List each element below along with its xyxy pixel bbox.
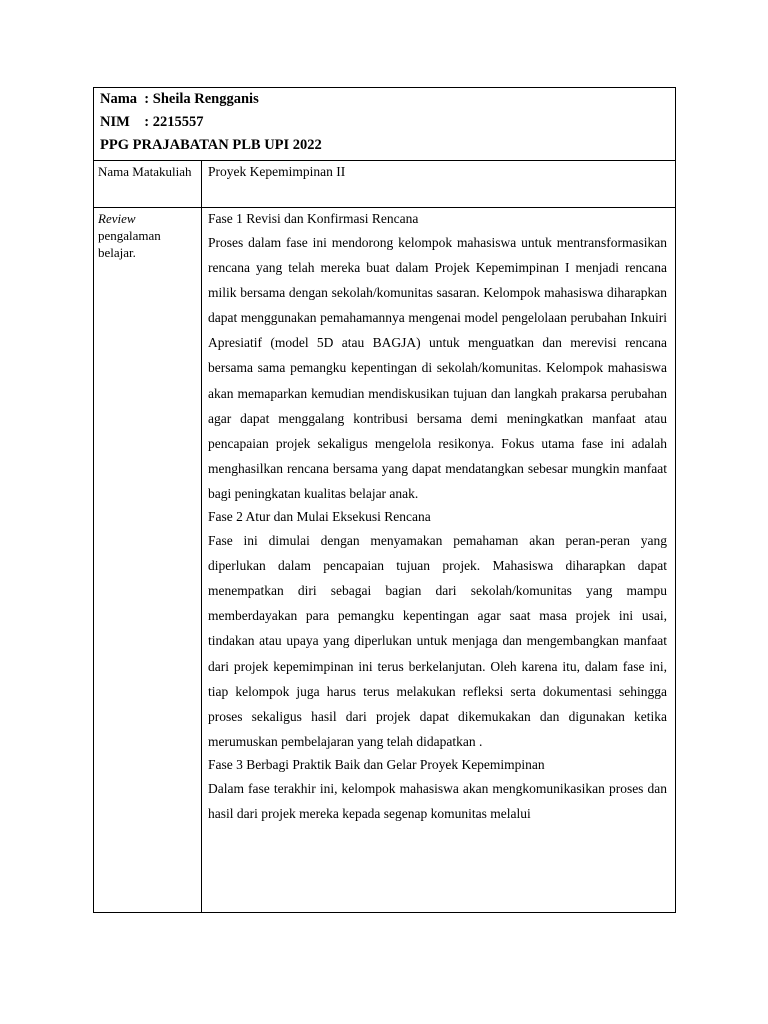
review-label: [94, 208, 202, 912]
review-row: [94, 208, 675, 912]
course-name: Proyek Kepemimpinan II: [208, 164, 346, 179]
review-content: [202, 208, 675, 912]
course-row: [94, 161, 675, 208]
student-name: Nama : Sheila Rengganis: [100, 91, 259, 107]
phase-1-title: Fase 1 Revisi dan Konfirmasi Rencana: [208, 211, 419, 226]
phase-2-body: Fase ini dimulai dengan menyamakan pemahaman akan peran-peran yang diperlukan dalam pencapaian tujuan projek. Mahasiswa diharapkan dapat menempatkan diri sebagai bagian dari sekolah/komunitas yang mampu memberdayakan para pemangku kepentingan agar saat masa projek ini usai, tindakan atau upaya yang diperlukan untuk menjaga dan mengembangkan manfaat dari projek kepemimpinan ini terus berkelanjutan. Oleh karena itu, dalam fase ini, tiap kelompok juga harus terus melakukan refleksi serta dokumentasi sehingga proses sekaligus hasil dari projek dapat dikemukakan dan digunakan ketika merumuskan pembelajaran yang telah didapatkan .: [208, 533, 667, 749]
student-info-header: [94, 88, 675, 161]
program-title: PPG PRAJABATAN PLB UPI 2022: [100, 137, 322, 153]
phase-3-body: Dalam fase terakhir ini, kelompok mahasiswa akan mengkomunikasikan proses dan hasil dari projek mereka kepada segenap komunitas melalui: [208, 780, 667, 821]
course-label: Nama Matakuliah: [94, 161, 202, 207]
phase-2-title: Fase 2 Atur dan Mulai Eksekusi Rencana: [208, 509, 431, 525]
phase-1-body: Proses dalam fase ini mendorong kelompok mahasiswa untuk mentransformasikan rencana yang telah mereka buat dalam Projek Kepemimpinan I menjadi rencana milik bersama dengan sekolah/komunitas sasaran. Kelompok mahasiswa diharapkan dapat menggunakan pemahamannya mengenai model pengelolaan perubahan Inkuiri Apresiatif (model 5D atau BAGJA) untuk menguatkan dan merevisi rencana bersama sama pemangku kepentingan di sekolah/komunitas. Kelompok mahasiswa akan memaparkan kemudian mendiskusikan tujuan dan langkah prakarsa perubahan agar dapat menggalang kontribusi bersama demi meningkatkan manfaat atau pencapaian projek sekaligus mengelola resikonya. Fokus utama fase ini adalah menghasilkan rencana bersama yang dapat mendatangkan sebesar mungkin manfaat bagi peningkatan kualitas belajar anak.: [208, 235, 667, 501]
review-label-italic: Review: [98, 211, 136, 226]
review-label-rest: pengalaman belajar.: [98, 228, 161, 260]
student-nim: NIM : 2215557: [100, 114, 204, 130]
phase-3-title: Fase 3 Berbagi Praktik Baik dan Gelar Proyek Kepemimpinan: [208, 756, 545, 772]
document-table: [93, 87, 676, 913]
